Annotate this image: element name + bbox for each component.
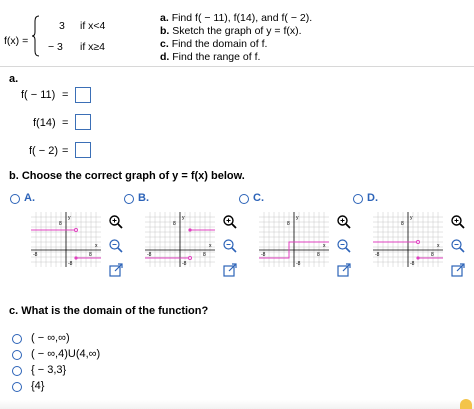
zoom-in-icon[interactable] — [222, 214, 238, 230]
svg-text:8: 8 — [59, 221, 62, 227]
svg-text:-8: -8 — [68, 261, 73, 267]
svg-text:x: x — [437, 243, 440, 249]
part-a-label: a. — [9, 73, 19, 85]
divider — [0, 66, 474, 67]
svg-text:8: 8 — [89, 252, 92, 258]
case-1-value: 3 — [59, 20, 65, 32]
radio-option-b[interactable] — [124, 194, 134, 204]
domain-choice-2: ( − ∞,4)U(4,∞) — [31, 348, 101, 360]
svg-text:x: x — [95, 243, 98, 249]
zoom-in-icon[interactable] — [336, 214, 352, 230]
option-a-label: A. — [24, 192, 35, 204]
graph-option-d — [373, 212, 443, 267]
zoom-out-icon[interactable] — [336, 238, 352, 254]
zoom-in-icon[interactable] — [108, 214, 124, 230]
left-brace-icon — [31, 15, 41, 57]
svg-text:8: 8 — [431, 252, 434, 258]
radio-domain-3[interactable] — [12, 366, 22, 376]
option-c-label: C. — [253, 192, 264, 204]
svg-text:-8: -8 — [261, 252, 266, 258]
zoom-out-icon[interactable] — [222, 238, 238, 254]
case-1-condition: if x<4 — [80, 20, 106, 32]
part-c-prompt: c. What is the domain of the function? — [9, 305, 209, 317]
svg-text:8: 8 — [287, 221, 290, 227]
radio-domain-2[interactable] — [12, 350, 22, 360]
svg-text:y: y — [410, 215, 413, 221]
graph-option-a — [31, 212, 101, 267]
svg-text:-8: -8 — [147, 252, 152, 258]
task-d: d. Find the range of f. — [160, 51, 261, 63]
radio-domain-4[interactable] — [12, 382, 22, 392]
answer-box-f-neg11[interactable] — [75, 87, 91, 103]
zoom-in-icon[interactable] — [450, 214, 466, 230]
option-b-label: B. — [138, 192, 149, 204]
svg-text:-8: -8 — [33, 252, 38, 258]
equals-2: = — [62, 117, 69, 129]
svg-text:y: y — [68, 215, 71, 221]
radio-domain-1[interactable] — [12, 334, 22, 344]
svg-text:8: 8 — [317, 252, 320, 258]
svg-text:-8: -8 — [375, 252, 380, 258]
open-new-window-icon[interactable] — [336, 262, 352, 278]
bottom-fade — [0, 400, 474, 409]
domain-choice-3: { − 3,3} — [31, 364, 67, 376]
domain-choice-4: {4} — [31, 380, 45, 392]
svg-text:-8: -8 — [182, 261, 187, 267]
open-new-window-icon[interactable] — [108, 262, 124, 278]
zoom-out-icon[interactable] — [450, 238, 466, 254]
zoom-out-icon[interactable] — [108, 238, 124, 254]
task-b: b. Sketch the graph of y = f(x). — [160, 25, 302, 37]
svg-text:x: x — [323, 243, 326, 249]
task-c: c. Find the domain of f. — [160, 38, 268, 50]
task-a: a. Find f( − 11), f(14), and f( − 2). — [160, 12, 313, 24]
svg-text:x: x — [209, 243, 212, 249]
svg-text:8: 8 — [401, 221, 404, 227]
answer-box-f-neg2[interactable] — [75, 142, 91, 158]
case-2-condition: if x≥4 — [80, 41, 106, 53]
svg-text:-8: -8 — [296, 261, 301, 267]
radio-option-d[interactable] — [353, 194, 363, 204]
help-icon[interactable] — [460, 399, 472, 409]
case-2-value: − 3 — [48, 41, 63, 53]
equals-3: = — [62, 145, 69, 157]
function-label: f(x) = — [4, 35, 29, 47]
graph-option-c — [259, 212, 329, 267]
expr-f-neg2: f( − 2) — [29, 145, 59, 157]
domain-choice-1: ( − ∞,∞) — [31, 332, 70, 344]
svg-text:8: 8 — [173, 221, 176, 227]
equals-1: = — [62, 89, 69, 101]
svg-text:y: y — [296, 215, 299, 221]
answer-box-f-14[interactable] — [75, 114, 91, 130]
radio-option-a[interactable] — [10, 194, 20, 204]
svg-text:y: y — [182, 215, 185, 221]
expr-f-14: f(14) — [33, 117, 56, 129]
open-new-window-icon[interactable] — [450, 262, 466, 278]
option-d-label: D. — [367, 192, 378, 204]
svg-text:-8: -8 — [410, 261, 415, 267]
radio-option-c[interactable] — [239, 194, 249, 204]
svg-text:8: 8 — [203, 252, 206, 258]
part-b-prompt: b. Choose the correct graph of y = f(x) below. — [9, 170, 245, 182]
open-new-window-icon[interactable] — [222, 262, 238, 278]
graph-option-b — [145, 212, 215, 267]
expr-f-neg11: f( − 11) — [21, 89, 56, 101]
